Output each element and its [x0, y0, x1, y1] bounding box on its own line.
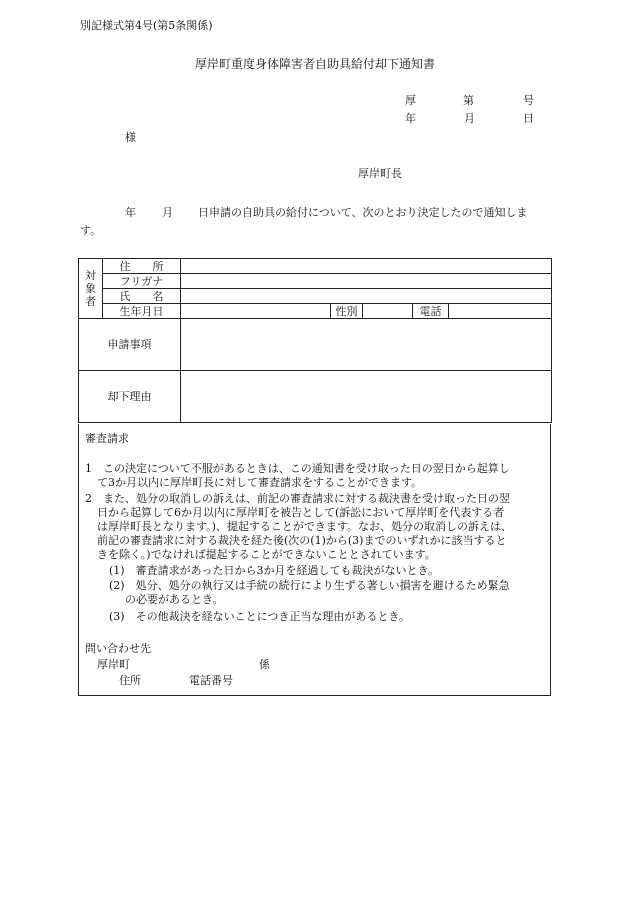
- address-field[interactable]: [181, 259, 552, 274]
- date-day: 日: [523, 112, 534, 125]
- phone-label: 電話: [413, 304, 449, 319]
- date-year: 年: [405, 112, 416, 125]
- intro-continuation: す。: [80, 224, 102, 237]
- review-subitem-3: (3) その他裁決を経ないことにつき正当な理由があるとき。: [109, 610, 410, 623]
- applicant-table: [78, 258, 552, 423]
- review-paragraph-2-a: 2 また、処分の取消しの訴えは、前記の審査請求に対する裁決書を受け取った日の翌: [85, 492, 510, 505]
- intro-year: 年: [125, 206, 136, 219]
- date-month: 月: [464, 112, 475, 125]
- birthdate-label: 生年月日: [103, 304, 181, 319]
- contact-town: 厚岸町: [97, 658, 130, 671]
- issuer: 厚岸町長: [358, 167, 402, 180]
- doc-number-prefix: 厚: [405, 94, 416, 107]
- name-label: 氏 名: [103, 289, 181, 304]
- furigana-label: フリガナ: [103, 274, 181, 289]
- review-heading: 審査請求: [85, 432, 129, 445]
- address-label: 住 所: [103, 259, 181, 274]
- subject-label: 対 象 者: [79, 259, 103, 319]
- review-paragraph-1-a: 1 この決定について不服があるときは、この通知書を受け取った日の翌日から起算し: [85, 462, 510, 475]
- birthdate-field[interactable]: [181, 304, 331, 319]
- application-label: 申請事項: [79, 319, 181, 371]
- review-paragraph-2-d: 前記の審査請求に対する裁決を経た後(次の(1)から(3)までのいずれかに該当すると: [97, 534, 507, 547]
- review-subitem-2-b: の必要があるとき。: [125, 593, 224, 606]
- contact-section: 係: [259, 658, 270, 671]
- addressee-suffix: 様: [125, 131, 136, 144]
- review-paragraph-1-b: て3か月以内に厚岸町長に対して審査請求をすることができます。: [97, 476, 423, 489]
- doc-number-mid: 第: [463, 94, 474, 107]
- review-paragraph-2-e: きを除く。)でなければ提起することができないこととされています。: [97, 548, 436, 561]
- phone-field[interactable]: [449, 304, 552, 319]
- application-field[interactable]: [181, 319, 552, 371]
- review-subitem-1: (1) 審査請求があった日から3か月を経過しても裁決がないとき。: [109, 564, 440, 577]
- review-paragraph-2-c: は厚岸町長となります。)、提起することができます。なお、処分の取消しの訴えは、: [97, 520, 513, 533]
- doc-number-suffix: 号: [523, 94, 534, 107]
- contact-heading: 問い合わせ先: [85, 642, 151, 655]
- name-field[interactable]: [181, 289, 552, 304]
- document-title: 厚岸町重度身体障害者自助具給付却下通知書: [195, 57, 436, 71]
- intro-month: 月: [162, 206, 173, 219]
- review-paragraph-2-b: 日から起算して6か月以内に厚岸町を被告として(訴訟において厚岸町を代表する者: [97, 506, 505, 519]
- sex-field[interactable]: [363, 304, 413, 319]
- review-subitem-2-a: (2) 処分、処分の執行又は手続の続行により生ずる著しい損害を避けるため緊急: [109, 579, 510, 592]
- reason-field[interactable]: [181, 371, 552, 423]
- sex-label: 性別: [331, 304, 363, 319]
- intro-text: 日申請の自助具の給付について、次のとおり決定したので通知しま: [198, 206, 528, 219]
- contact-phone: 電話番号: [189, 674, 233, 687]
- furigana-field[interactable]: [181, 274, 552, 289]
- review-section: [78, 424, 551, 696]
- form-label: 別記様式第4号(第5条関係): [80, 19, 213, 32]
- contact-address: 住所: [119, 674, 141, 687]
- reason-label: 却下理由: [79, 371, 181, 423]
